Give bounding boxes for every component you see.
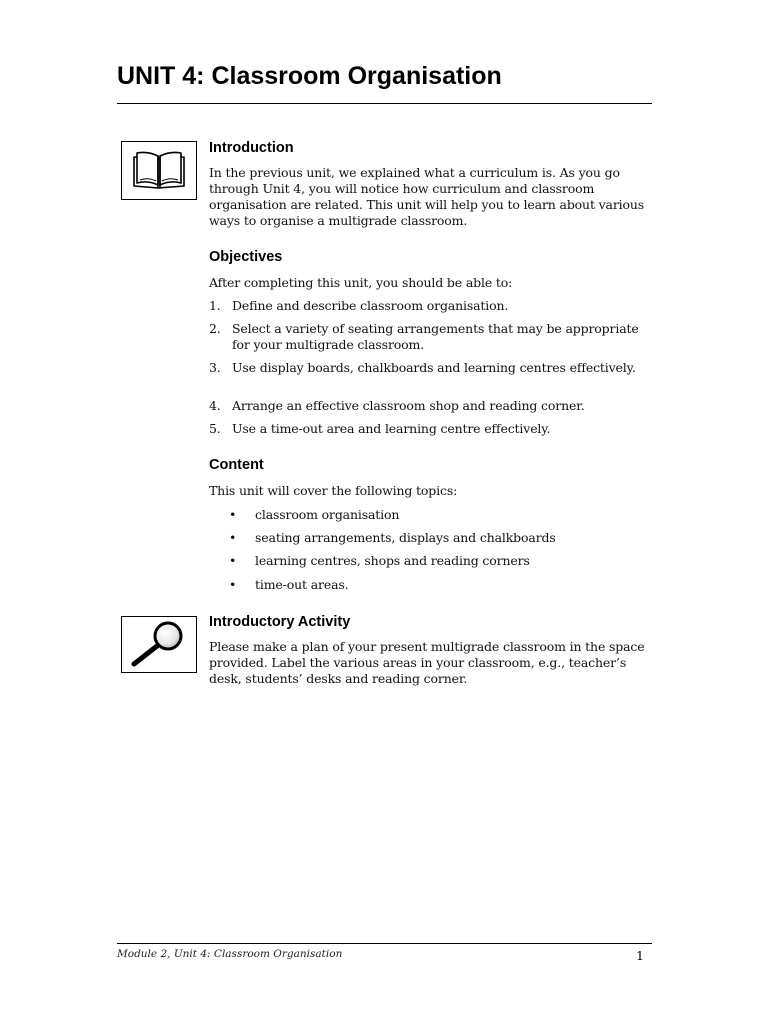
objective-item <box>209 421 655 437</box>
objective-number: 1. <box>209 298 221 313</box>
content-heading: Content <box>209 457 264 473</box>
introduction-icon-box <box>121 141 197 200</box>
bullet-icon: • <box>229 553 237 568</box>
objective-text: Select a variety of seating arrangements that may be appropriate for your multigrade classroom. <box>232 321 639 352</box>
bullet-icon: • <box>229 577 237 592</box>
topic-text: classroom organisation <box>255 507 400 522</box>
activity-text: Please make a plan of your present multigrade classroom in the space provided. Label the various areas in your classroom, e.g., teacher’s desk, students’ desks and reading corner. <box>209 639 645 686</box>
unit-title: UNIT 4: Classroom Organisation <box>117 62 502 90</box>
bullet-icon: • <box>229 507 237 522</box>
objectives-heading: Objectives <box>209 249 283 265</box>
list-item <box>229 553 530 569</box>
title-rule <box>117 103 652 104</box>
objective-number: 2. <box>209 321 221 336</box>
introduction-text: In the previous unit, we explained what a curriculum is. As you go through Unit 4, you will notice how curriculum and classroom organisation are related. This unit will help you to learn about various ways to organise a multigrade classroom. <box>209 165 645 228</box>
objective-text: Use a time-out area and learning centre effectively. <box>232 421 551 436</box>
list-item <box>229 530 556 546</box>
objective-number: 4. <box>209 398 221 413</box>
list-item <box>229 577 348 593</box>
objective-item <box>209 321 655 353</box>
objective-item <box>209 298 655 314</box>
objective-text: Define and describe classroom organisation. <box>232 298 509 313</box>
objective-text: Use display boards, chalkboards and learning centres effectively. <box>232 360 636 375</box>
objective-item <box>209 398 655 414</box>
objective-item <box>209 360 655 376</box>
page-number: 1 <box>636 948 644 963</box>
topic-text: seating arrangements, displays and chalkboards <box>255 530 556 545</box>
footer-rule <box>117 943 652 944</box>
magnifying-glass-icon <box>122 617 196 672</box>
topic-text: time-out areas. <box>255 577 349 592</box>
objective-number: 3. <box>209 360 221 375</box>
objective-number: 5. <box>209 421 221 436</box>
list-item <box>229 507 399 523</box>
content-lead: This unit will cover the following topics: <box>209 483 458 498</box>
open-book-icon <box>122 142 196 199</box>
introduction-heading: Introduction <box>209 140 294 156</box>
bullet-icon: • <box>229 530 237 545</box>
activity-heading: Introductory Activity <box>209 614 351 630</box>
objective-text: Arrange an effective classroom shop and reading corner. <box>232 398 585 413</box>
topic-text: learning centres, shops and reading corners <box>255 553 530 568</box>
objectives-lead: After completing this unit, you should be able to: <box>209 275 513 290</box>
activity-icon-box <box>121 616 197 673</box>
footer-text: Module 2, Unit 4: Classroom Organisation <box>117 948 343 960</box>
